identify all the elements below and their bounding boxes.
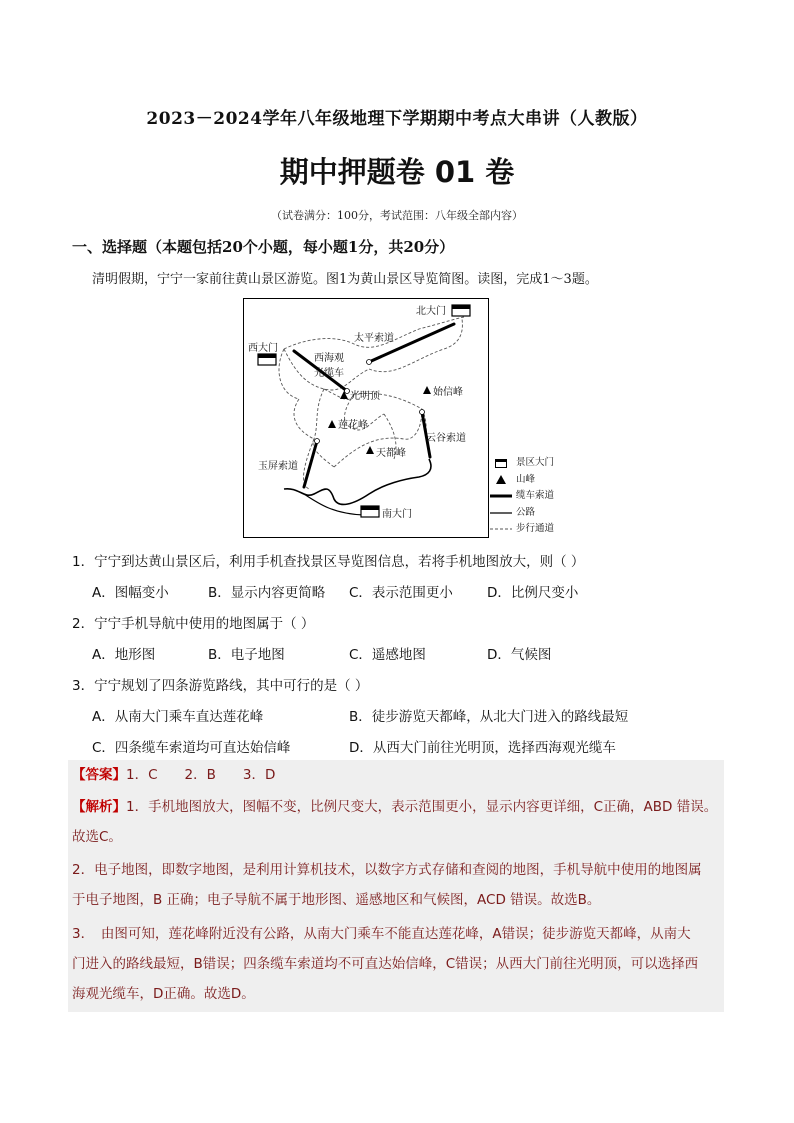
- exam-title: 期中押题卷 01 卷: [279, 155, 515, 189]
- map-label-north-gate: 北大门: [416, 306, 446, 317]
- question-2-option-d: D．气候图: [487, 647, 552, 663]
- map-label-shixin-peak: 始信峰: [433, 387, 463, 398]
- question-2-option-a: A．地形图: [92, 647, 156, 663]
- legend-gate: [490, 455, 554, 472]
- question-2-stem: 2．宁宁手机导航中使用的地图属于（ ）: [72, 616, 315, 632]
- analysis-line-4: 于电子地图，B 正确；电子导航不属于地形图、遥感地区和气候图，ACD 错误。故选B。: [72, 892, 601, 908]
- question-3-option-a: A．从南大门乘车直达莲花峰: [92, 709, 264, 725]
- answer-text: 1．C 2．B 3．D: [126, 767, 276, 783]
- question-1-option-b: B．显示内容更简略: [208, 585, 326, 601]
- map-label-tiandu-peak: 天都峰: [376, 448, 406, 459]
- map-label-xihai-2: 光缆车: [314, 368, 344, 379]
- question-1-stem: 1．宁宁到达黄山景区后，利用手机查找景区导览图信息，若将手机地图放大，则（ ）: [72, 554, 585, 570]
- question-3-option-c: C．四条缆车索道均可直达始信峰: [92, 740, 291, 756]
- question-3-option-b: B．徒步游览天都峰，从北大门进入的路线最短: [349, 709, 629, 725]
- question-3-stem: 3．宁宁规划了四条游览路线，其中可行的是（ ）: [72, 678, 369, 694]
- analysis-line-7: 海观光缆车，D正确。故选D。: [72, 986, 255, 1002]
- analysis-text-1: 1．手机地图放大，图幅不变，比例尺变大，表示范围更小，显示内容更详细，C正确，ABD 错误。: [126, 799, 718, 815]
- legend-peak: [490, 472, 554, 489]
- analysis-line-5: 3． 由图可知，莲花峰附近没有公路，从南大门乘车不能直达莲花峰，A错误；徒步游览天都峰，从南大: [72, 926, 691, 942]
- gate-icon: [490, 457, 512, 469]
- trail-icon: [490, 523, 512, 535]
- map-label-south-gate: 南大门: [382, 509, 412, 520]
- analysis-line-2: 故选C。: [72, 829, 122, 845]
- peak-icon: [490, 474, 512, 486]
- exam-subtitle: （试卷满分：100分，考试范围：八年级全部内容）: [271, 209, 523, 222]
- legend-road: [490, 505, 554, 522]
- legend-road-label: 公路: [516, 506, 536, 518]
- analysis-tag: 【解析】: [72, 799, 126, 815]
- map-label-lianhua-peak: 莲花峰: [338, 420, 368, 431]
- map-label-xihai: 西海观: [314, 353, 344, 364]
- question-3-option-d: D．从西大门前往光明顶，选择西海观光缆车: [349, 740, 616, 756]
- legend-cableway-label: 缆车索道: [516, 490, 555, 501]
- legend-peak-label: 山峰: [516, 473, 536, 485]
- map-legend: [490, 455, 554, 538]
- cableway-icon: [490, 490, 512, 502]
- question-intro: 清明假期，宁宁一家前往黄山景区游览。图1为黄山景区导览简图。读图，完成1～3题。: [92, 272, 598, 287]
- legend-gate-label: 景区大门: [516, 457, 555, 468]
- answer-tag: 【答案】: [72, 767, 126, 783]
- huangshan-map: [243, 298, 489, 538]
- analysis-line-6: 门进入的路线最短，B错误；四条缆车索道均不可直达始信峰，C错误；从西大门前往光明顶，可以选择西: [72, 956, 699, 972]
- exam-header: 2023－2024学年八年级地理下学期期中考点大串讲（人教版）: [146, 109, 648, 129]
- map-label-guangming-peak: 光明顶: [350, 391, 380, 402]
- answer-line: [72, 763, 728, 787]
- map-label-taiping-cableway: 太平索道: [354, 333, 394, 344]
- map-label-yungu-cableway: 云谷索道: [426, 433, 466, 444]
- question-1-option-a: A．图幅变小: [92, 585, 169, 601]
- road-icon: [490, 507, 512, 519]
- legend-trail-label: 步行通道: [516, 523, 555, 534]
- map-label-yuping-cableway: 玉屏索道: [258, 461, 298, 472]
- analysis-line-1: [72, 795, 728, 819]
- analysis-line-3: 2．电子地图，即数字地图，是利用计算机技术，以数字方式存储和查阅的地图，手机导航中使用的地图属: [72, 862, 702, 878]
- section-heading: 一、选择题（本题包括20个小题，每小题1分，共20分）: [72, 238, 455, 256]
- question-2-option-c: C．遥感地图: [349, 647, 426, 663]
- legend-trail: [490, 521, 554, 538]
- question-1-option-c: C．表示范围更小: [349, 585, 453, 601]
- question-2-option-b: B．电子地图: [208, 647, 285, 663]
- question-1-option-d: D．比例尺变小: [487, 585, 579, 601]
- legend-cableway: [490, 488, 554, 505]
- map-label-west-gate: 西大门: [248, 343, 278, 354]
